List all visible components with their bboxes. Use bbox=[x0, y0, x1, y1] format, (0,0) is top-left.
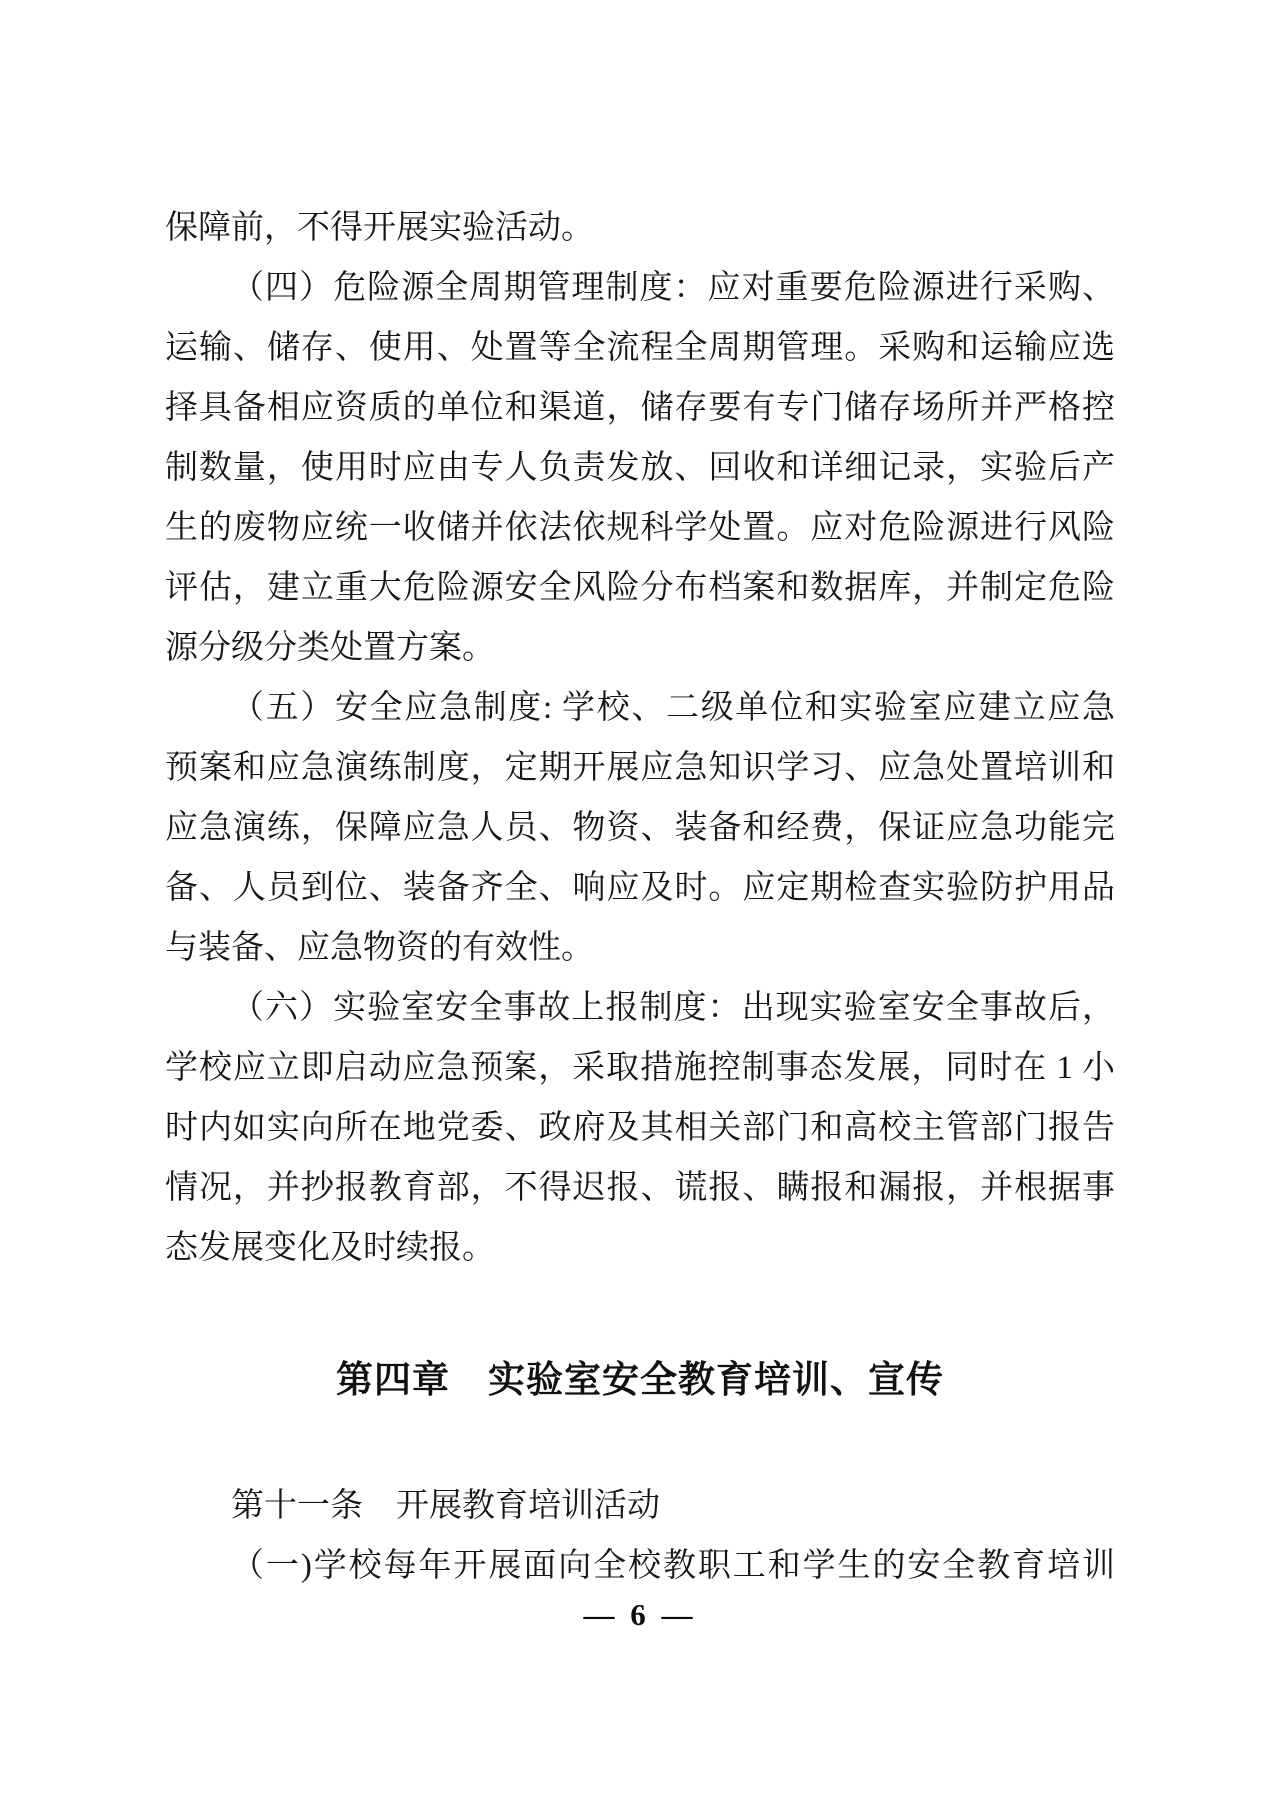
body-line: 学校应立即启动应急预案，采取措施控制事态发展，同时在 1 小 bbox=[165, 1050, 1115, 1086]
body-line: 与装备、应急物资的有效性。 bbox=[165, 930, 594, 966]
body-line: 生的废物应统一收储并依法依规科学处置。应对危险源进行风险 bbox=[165, 510, 1115, 546]
body-line: 运输、储存、使用、处置等全流程全周期管理。采购和运输应选 bbox=[165, 330, 1115, 366]
clause-line: （一)学校每年开展面向全校教职工和学生的安全教育培训 bbox=[231, 1548, 1115, 1584]
article-heading: 第十一条 开展教育培训活动 bbox=[231, 1488, 660, 1524]
body-line: 备、人员到位、装备齐全、响应及时。应定期检查实验防护用品 bbox=[165, 870, 1115, 906]
body-line: 制数量，使用时应由专人负责发放、回收和详细记录，实验后产 bbox=[165, 450, 1115, 486]
page-number: — 6 — bbox=[583, 1597, 697, 1632]
body-line: （五）安全应急制度: 学校、二级单位和实验室应建立应急 bbox=[231, 690, 1115, 726]
body-line: 择具备相应资质的单位和渠道，储存要有专门储存场所并严格控 bbox=[165, 390, 1115, 426]
body-line: 预案和应急演练制度，定期开展应急知识学习、应急处置培训和 bbox=[165, 750, 1115, 786]
body-line: 情况，并抄报教育部，不得迟报、谎报、瞒报和漏报，并根据事 bbox=[165, 1170, 1115, 1206]
body-line: 保障前，不得开展实验活动。 bbox=[165, 210, 594, 246]
document-body bbox=[165, 198, 1115, 1596]
body-line: 时内如实向所在地党委、政府及其相关部门和高校主管部门报告 bbox=[165, 1110, 1115, 1146]
body-line: 源分级分类处置方案。 bbox=[165, 630, 495, 666]
body-line: （四）危险源全周期管理制度：应对重要危险源进行采购、 bbox=[231, 270, 1115, 306]
body-line: 应急演练，保障应急人员、物资、装备和经费，保证应急功能完 bbox=[165, 810, 1115, 846]
chapter-heading: 第四章 实验室安全教育培训、宣传 bbox=[336, 1359, 944, 1400]
body-line: 态发展变化及时续报。 bbox=[165, 1230, 495, 1266]
body-line: （六）实验室安全事故上报制度：出现实验室安全事故后， bbox=[231, 990, 1115, 1026]
body-line: 评估，建立重大危险源安全风险分布档案和数据库，并制定危险 bbox=[165, 570, 1115, 606]
